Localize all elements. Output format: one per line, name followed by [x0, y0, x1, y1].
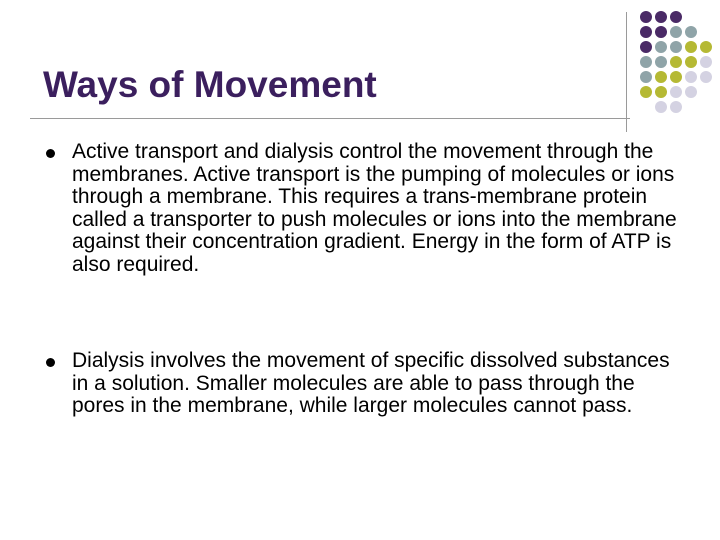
bullet-dot-icon [46, 149, 55, 158]
bullet-item [72, 141, 684, 276]
bullet-text: Active transport and dialysis control the movement through the membranes. Active transport is the pumping of molecules or ions through a membrane. This requires a trans-membrane protein called a transporter to push molecules or ions into the membrane against their concentration gradient. Energy in the form of ATP is also required. [72, 140, 677, 276]
bullet-dot-icon [46, 358, 55, 367]
bullet-text: Dialysis involves the movement of specific dissolved substances in a solution. Smaller molecules are able to pass through the pores in the membrane, while larger molecules cannot pass. [72, 349, 670, 417]
bullet-item [72, 350, 684, 418]
slide-title: Ways of Movement [43, 64, 377, 105]
